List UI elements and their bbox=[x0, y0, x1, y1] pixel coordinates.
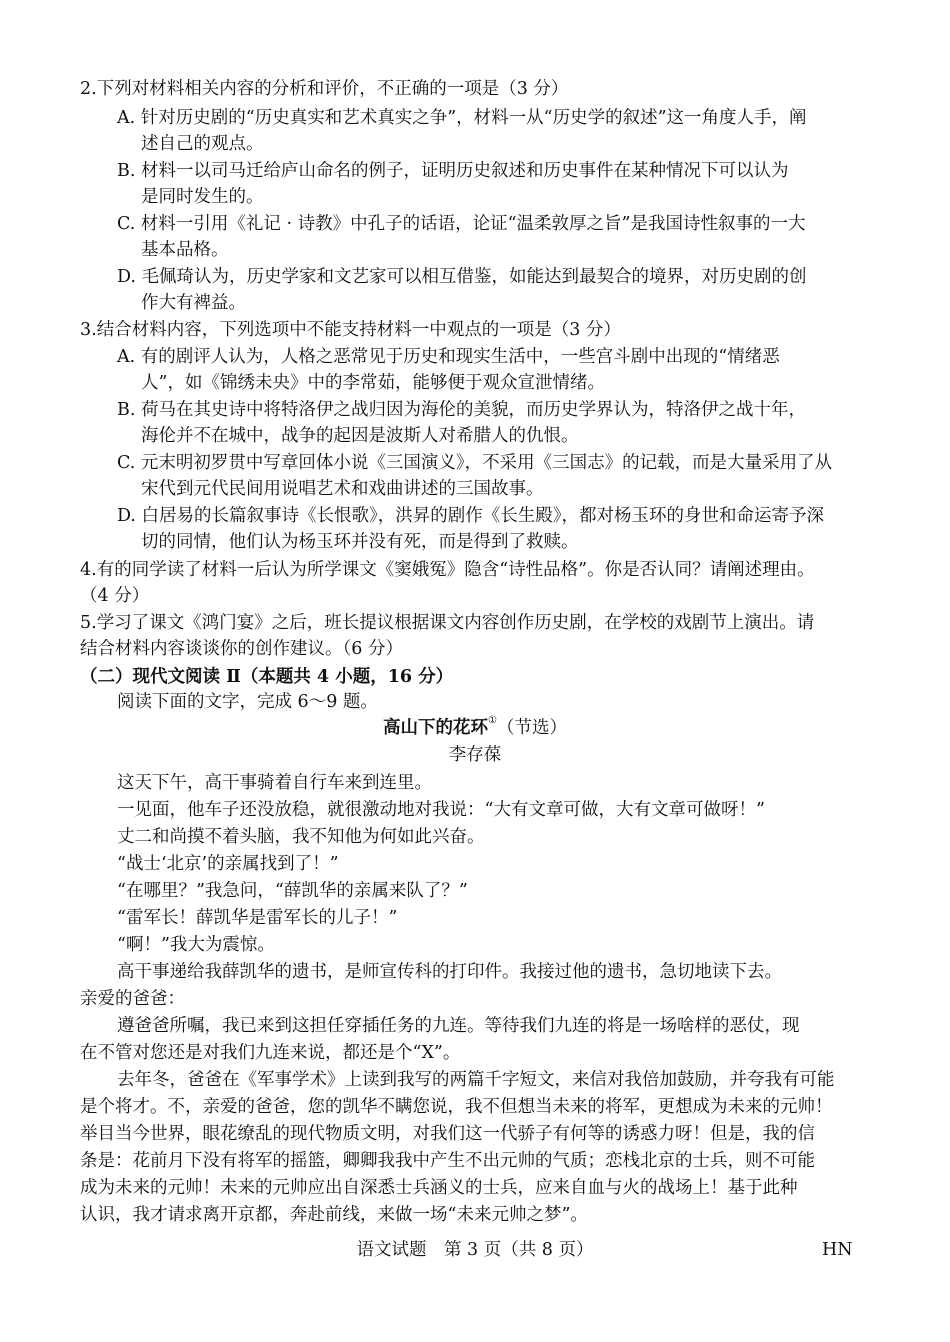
question-5-line2: 结合材料内容谈谈你的创作建议。（6 分） bbox=[80, 639, 403, 659]
region-code: HN bbox=[822, 1240, 853, 1260]
passage-author: 李存葆 bbox=[448, 745, 502, 765]
passage-line: “雷军长！薛凯华是雷军长的儿子！” bbox=[117, 908, 398, 928]
q2-option-d-line2: 作大有裨益。 bbox=[141, 293, 246, 313]
q2-option-c-line2: 基本品格。 bbox=[141, 240, 229, 260]
passage-line: “啊！”我大为震惊。 bbox=[117, 935, 275, 955]
letter-line: 条是：花前月下没有将军的摇篮，卿卿我我中产生不出元帅的气质；恋栈北京的士兵，则不可能 bbox=[80, 1151, 815, 1171]
letter-line: 在不管对您还是对我们九连来说，都还是个“X”。 bbox=[80, 1043, 461, 1063]
q2-option-b-line2: 是同时发生的。 bbox=[141, 187, 264, 207]
q3-option-a-line2: 人”，如《锦绣未央》中的李常茹，能够便于观众宣泄情绪。 bbox=[141, 373, 605, 393]
letter-line: 成为未来的元帅！未来的元帅应出自深悉士兵涵义的士兵，应来自血与火的战场上！基于此种 bbox=[80, 1178, 798, 1198]
letter-line: 遵爸爸所嘱，我已来到这担任穿插任务的九连。等待我们九连的将是一场啥样的恶仗，现 bbox=[117, 1016, 800, 1036]
question-2-stem: 2.下列对材料相关内容的分析和评价，不正确的一项是（3 分） bbox=[80, 79, 569, 99]
q3-option-a-line1: A. 有的剧评人认为，人格之恶常见于历史和现实生活中，一些宫斗剧中出现的“情绪恶 bbox=[117, 347, 780, 367]
q3-option-b-line2: 海伦并不在城中，战争的起因是波斯人对希腊人的仇恨。 bbox=[141, 426, 579, 446]
q3-option-c-line2: 宋代到元代民间用说唱艺术和戏曲讲述的三国故事。 bbox=[141, 479, 544, 499]
letter-line: 去年冬，爸爸在《军事学术》上读到我写的两篇千字短文，来信对我倍加鼓励，并夸我有可能 bbox=[117, 1070, 835, 1090]
passage-title-row bbox=[0, 716, 950, 740]
passage-line: 高干事递给我薛凯华的遗书，是师宣传科的打印件。我接过他的遗书，急切地读下去。 bbox=[117, 962, 782, 982]
letter-line: 举目当今世界，眼花缭乱的现代物质文明，对我们这一代骄子有何等的诱惑力呀！但是，我的信 bbox=[80, 1124, 815, 1144]
passage-line: “战士‘北京’的亲属找到了！” bbox=[117, 854, 339, 874]
letter-line: 是个将才。不，亲爱的爸爸，您的凯华不瞒您说，我不但想当未来的将军，更想成为未来的元帅！ bbox=[80, 1097, 833, 1117]
passage-subtitle: （节选） bbox=[496, 718, 567, 738]
question-4-line2: （4 分） bbox=[80, 586, 150, 606]
q3-option-c-line1: C. 元末明初罗贯中写章回体小说《三国演义》，不采用《三国志》的记载，而是大量采用了从 bbox=[117, 453, 833, 473]
letter-salutation: 亲爱的爸爸： bbox=[80, 989, 185, 1009]
q3-option-d-line2: 切的同情，他们认为杨玉环并没有死，而是得到了救赎。 bbox=[141, 532, 579, 552]
question-4-line1: 4.有的同学读了材料一后认为所学课文《窦娥冤》隐含“诗性品格”。你是否认同？请阐述理由。 bbox=[80, 560, 815, 580]
q3-option-d-line1: D. 白居易的长篇叙事诗《长恨歌》，洪昇的剧作《长生殿》，都对杨玉环的身世和命运寄予深 bbox=[117, 506, 825, 526]
passage-line: 丈二和尚摸不着头脑，我不知他为何如此兴奋。 bbox=[117, 827, 485, 847]
footnote-mark: ① bbox=[488, 715, 497, 726]
letter-line: 认识，我才请求离开京都，奔赴前线，来做一场“未来元帅之梦”。 bbox=[80, 1205, 588, 1225]
q2-option-a-line1: A. 针对历史剧的“历史真实和艺术真实之争”，材料一从“历史学的叙述”这一角度人手，阐 bbox=[117, 108, 807, 128]
q2-option-c-line1: C. 材料一引用《礼记 · 诗教》中孔子的话语，论证“温柔敦厚之旨”是我国诗性叙事的一大 bbox=[117, 214, 806, 234]
passage-line: 这天下午，高干事骑着自行车来到连里。 bbox=[117, 773, 432, 793]
question-3-stem: 3.结合材料内容，下列选项中不能支持材料一中观点的一项是（3 分） bbox=[80, 320, 621, 340]
passage-title: 高山下的花环 bbox=[383, 718, 489, 738]
page-footer: 语文试题 第 3 页（共 8 页） bbox=[356, 1240, 594, 1260]
section-instruction: 阅读下面的文字，完成 6～9 题。 bbox=[117, 692, 378, 712]
question-5-line1: 5.学习了课文《鸿门宴》之后，班长提议根据课文内容创作历史剧，在学校的戏剧节上演出。请 bbox=[80, 613, 815, 633]
q2-option-d-line1: D. 毛佩琦认为，历史学家和文艺家可以相互借鉴，如能达到最契合的境界，对历史剧的创 bbox=[117, 267, 807, 287]
passage-line: “在哪里？”我急问，“薛凯华的亲属来队了？” bbox=[117, 881, 468, 901]
section-title: （二）现代文阅读 Ⅱ（本题共 4 小题，16 分） bbox=[80, 667, 454, 687]
q2-option-a-line2: 述自己的观点。 bbox=[141, 134, 264, 154]
q2-option-b-line1: B. 材料一以司马迁给庐山命名的例子，证明历史叙述和历史事件在某种情况下可以认为 bbox=[117, 161, 789, 181]
passage-line: 一见面，他车子还没放稳，就很激动地对我说：“大有文章可做，大有文章可做呀！” bbox=[117, 800, 765, 820]
q3-option-b-line1: B. 荷马在其史诗中将特洛伊之战归因为海伦的美貌，而历史学界认为，特洛伊之战十年， bbox=[117, 400, 806, 420]
